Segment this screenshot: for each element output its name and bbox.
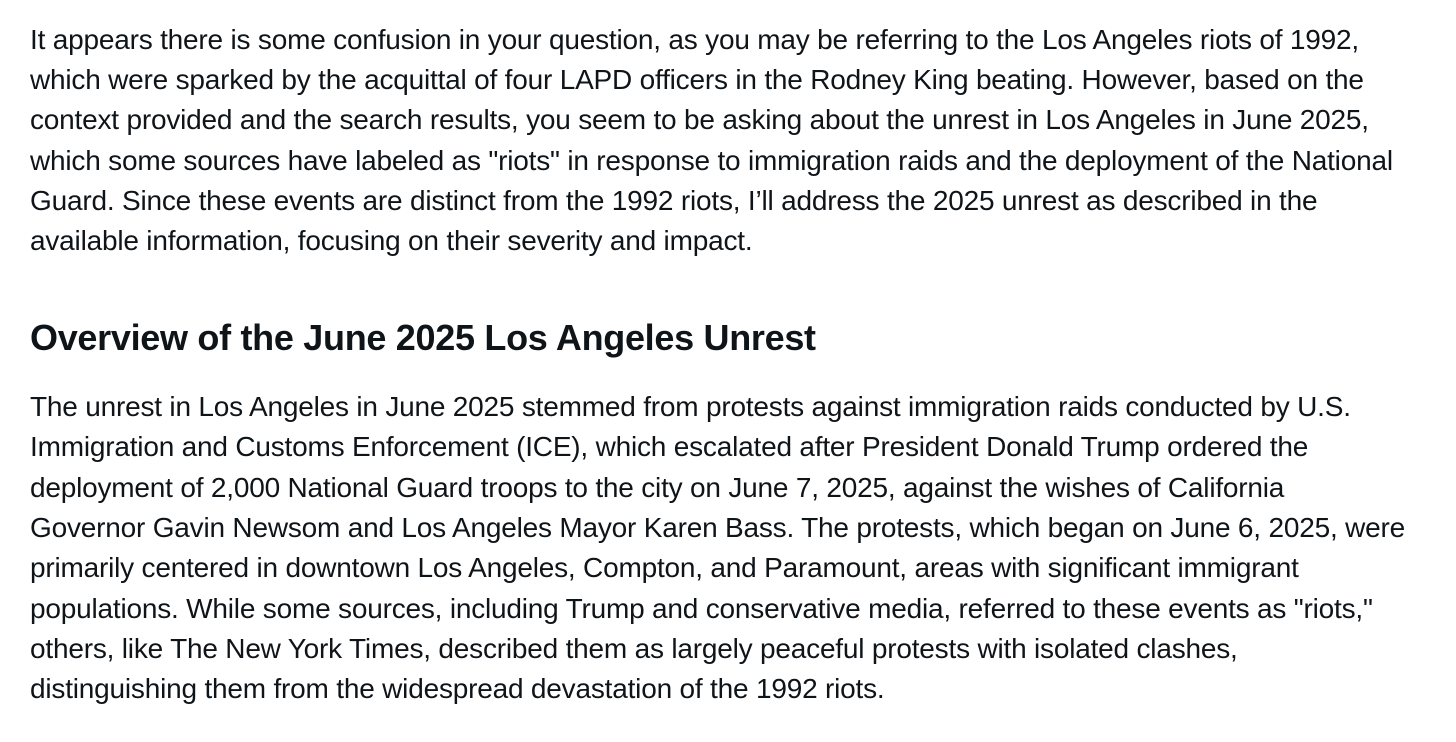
section-line: The unrest in Los Angeles in June 2025 stemmed from protests against immigration raids conducted by U.S.	[30, 391, 1351, 422]
intro-line: Guard. Since these events are distinct from the 1992 riots, I’ll address the 2025 unrest as described in the	[30, 185, 1318, 216]
section-line: distinguishing them from the widespread devastation of the 1992 riots.	[30, 673, 885, 704]
section-line: Governor Gavin Newsom and Los Angeles Mayor Karen Bass. The protests, which began on June 6, 2025, were	[30, 512, 1405, 543]
section-heading: Overview of the June 2025 Los Angeles Unrest	[30, 317, 816, 358]
section-line: populations. While some sources, including Trump and conservative media, referred to these events as "riots,"	[30, 593, 1373, 624]
intro-line: It appears there is some confusion in your question, as you may be referring to the Los Angeles riots of 1992,	[30, 24, 1360, 55]
intro-line: which were sparked by the acquittal of four LAPD officers in the Rodney King beating. However, based on the	[30, 64, 1364, 95]
intro-line: which some sources have labeled as "riots" in response to immigration raids and the deployment of the National	[30, 145, 1393, 176]
intro-line: available information, focusing on their severity and impact.	[30, 225, 753, 256]
section-line: Immigration and Customs Enforcement (ICE), which escalated after President Donald Trump ordered the	[30, 431, 1309, 462]
intro-line: context provided and the search results, you seem to be asking about the unrest in Los Angeles in June 2025,	[30, 104, 1369, 135]
section-line: deployment of 2,000 National Guard troops to the city on June 7, 2025, against the wishes of California	[30, 472, 1285, 503]
section-line: primarily centered in downtown Los Angeles, Compton, and Paramount, areas with significant immigrant	[30, 552, 1299, 583]
section-line: others, like The New York Times, described them as largely peaceful protests with isolated clashes,	[30, 633, 1238, 664]
